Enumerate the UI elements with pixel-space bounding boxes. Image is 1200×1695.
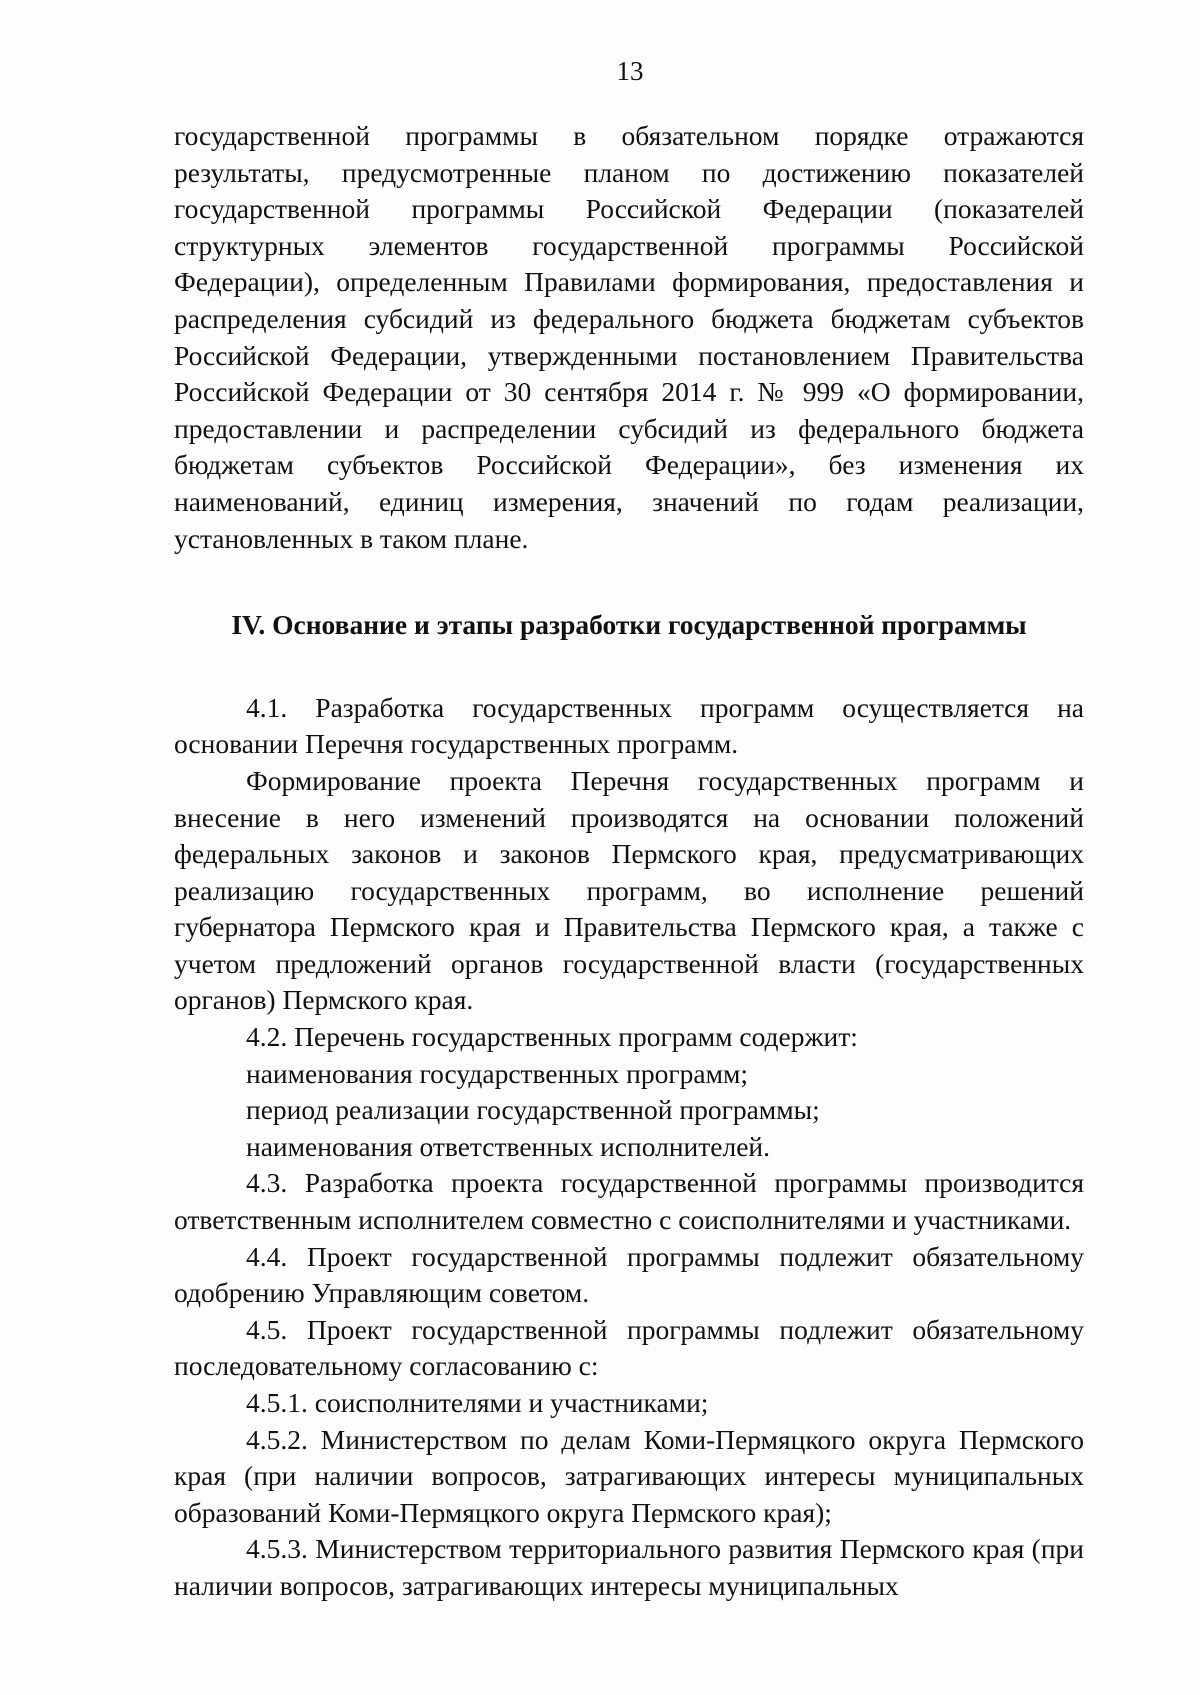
- paragraph-4-5-2: 4.5.2. Министерством по делам Коми-Пермяцкого округа Пермского края (при наличии вопросов, затрагивающих интересы муниципальных образований Коми-Пермяцкого округа Пермского края);: [174, 1423, 1084, 1528]
- page-number: 13: [616, 56, 644, 86]
- list-item-program-names: наименования государственных программ;: [246, 1057, 749, 1089]
- list-item-executors: наименования ответственных исполнителей.: [246, 1130, 771, 1162]
- paragraph-4-5-3: 4.5.3. Министерством территориального развития Пермского края (при наличии вопросов, затрагивающих интересы муниципальных: [174, 1533, 1084, 1601]
- paragraph-4-3: 4.3. Разработка проекта государственной программы производится ответственным исполнителем совместно с соисполнителями и участниками.: [174, 1167, 1084, 1236]
- list-item-period: период реализации государственной программы;: [246, 1094, 820, 1126]
- paragraph-4-5-1: 4.5.1. соисполнителями и участниками;: [246, 1387, 709, 1418]
- paragraph-4-5: 4.5. Проект государственной программы подлежит обязательному последовательному согласованию с:: [174, 1313, 1084, 1382]
- paragraph-4-2: 4.2. Перечень государственных программ содержит:: [246, 1021, 858, 1053]
- document-body: [174, 118, 1084, 1605]
- section-heading: IV. Основание и этапы разработки государственной программы: [231, 609, 1027, 641]
- paragraph-4-1: 4.1. Разработка государственных программ осуществляется на основании Перечня государственных программ.: [174, 691, 1084, 760]
- paragraph-formation: Формирование проекта Перечня государственных программ и внесение в него изменений производятся на основании положений федеральных законов и законов Пермского края, предусматривающих реализацию государственных программ, во исполнение решений губернатора Пермского края и Правительства Пермского края, а также с учетом предложений органов государственной власти (государственных органов) Пермского края.: [174, 764, 1084, 1016]
- paragraph-continuation: государственной программы в обязательном порядке отражаются результаты, предусмотренные планом по достижению показателей государственной программы Российской Федерации (показателей структурных элементов государственной программы Российской Федерации), определенным Правилами формирования, предоставления и распределения субсидий из федерального бюджета бюджетам субъектов Российской Федерации, утвержденными постановлением Правительства Российской Федерации от 30 сентября 2014 г. № 999 «О формировании, предоставлении и распределении субсидий из федерального бюджета бюджетам субъектов Российской Федерации», без изменения их наименований, единиц измерения, значений по годам реализации, установленных в таком плане.: [174, 120, 1084, 554]
- paragraph-4-4: 4.4. Проект государственной программы подлежит обязательному одобрению Управляющим советом.: [174, 1240, 1084, 1309]
